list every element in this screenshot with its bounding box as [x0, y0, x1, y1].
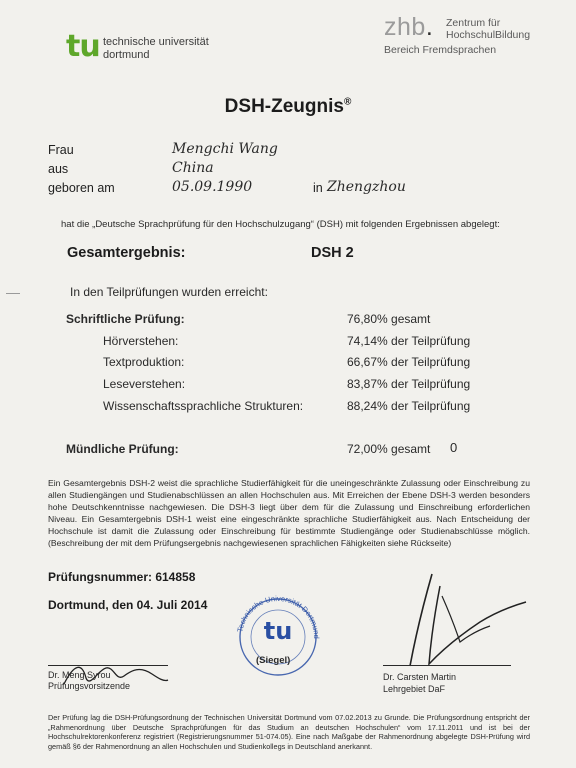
- seal-caption: (Siegel): [256, 655, 291, 666]
- seal-ring-text: Technische Universität Dortmund: [235, 593, 322, 639]
- from-label: aus: [48, 162, 69, 176]
- margin-dash: [6, 293, 20, 294]
- written-item-label: Wissenschaftssprachliche Strukturen:: [103, 399, 304, 413]
- written-item-label: Textproduktion:: [103, 355, 185, 369]
- chair-role: Prüfungsvorsitzende: [48, 681, 131, 691]
- overall-value: DSH 2: [311, 245, 354, 261]
- seal-logo: tu: [263, 617, 293, 645]
- zhb-line3: Bereich Fremdsprachen: [384, 44, 497, 56]
- person-name: Mengchi Wang: [172, 141, 278, 157]
- tu-name-line1: technische universität: [103, 36, 209, 48]
- tu-logo: tu: [66, 29, 100, 64]
- oral-mark: 0: [450, 440, 458, 455]
- written-item-label: Hörverstehen:: [103, 334, 179, 348]
- sub-intro: In den Teilprüfungen wurden erreicht:: [70, 285, 268, 299]
- written-value: 76,80% gesamt: [347, 312, 431, 326]
- overall-label: Gesamtergebnis:: [67, 245, 186, 261]
- signature-right: [380, 568, 530, 672]
- zhb-logo: zhb.: [384, 13, 434, 41]
- salutation-label: Frau: [48, 143, 74, 157]
- page-title: DSH-Zeugnis®: [224, 96, 352, 117]
- written-item-value: 83,87% der Teilprüfung: [347, 377, 471, 391]
- signature-line-right: [383, 665, 511, 666]
- written-item-label: Leseverstehen:: [103, 377, 186, 391]
- birth-date: 05.09.1990: [172, 179, 253, 195]
- in-label: in: [313, 181, 323, 195]
- country: China: [172, 160, 214, 176]
- birth-place: Zhengzhou: [327, 179, 406, 195]
- oral-value: 72,00% gesamt: [347, 442, 431, 456]
- tu-name-line2: dortmund: [103, 49, 150, 61]
- written-item-value: 88,24% der Teilprüfung: [347, 399, 471, 413]
- intro-text: hat die „Deutsche Sprachprüfung für den Hochschulzugang“ (DSH) mit folgenden Ergebnissen abgelegt:: [61, 219, 500, 230]
- zhb-line2: HochschulBildung: [446, 29, 531, 41]
- written-label: Schriftliche Prüfung:: [66, 312, 185, 326]
- registered-mark: ®: [343, 96, 352, 108]
- born-label: geboren am: [48, 181, 115, 195]
- chair-name: Dr. Meng Syrou: [48, 670, 111, 680]
- footer-legal-text: Der Prüfung lag die DSH-Prüfungsordnung der Technischen Universität Dortmund vom 07.02.2013 zu Grunde. Die Prüfungsordnung entspricht der „Rahmenordnung über Deutsche Sprachprüfungen für das Studium an deutschen Hochschulen“ vom 17.11.2011 und ist bei der Hochschulrektorenkonferenz registriert (Registrierungsnummer 51-074.05). Eine nach Maßgabe der Rahmenordnung abgelegte DSH-Prüfung wird gemäß §6 der Rahmenordnung an allen Hochschulen und Studienkollegs in Deutschland anerkannt.: [48, 713, 530, 751]
- oral-label: Mündliche Prüfung:: [66, 442, 179, 456]
- signature-line-left: [48, 665, 168, 666]
- explanation-paragraph: Ein Gesamtergebnis DSH-2 weist die sprachliche Studierfähigkeit für die uneingeschränkte Zulassung oder Einschreibung zu allen Studiengängen und Studienabschlüssen an allen Hochschulen aus. Mit Erreichen der Ebene DSH-3 werden besonders hohe Deutschkenntnisse nachgewiesen. Die DSH-3 liegt über dem für die Zulassung und Einschreibung erforderlichen Niveau. Ein Gesamtergebnis DSH-1 weist eine eingeschränkte sprachliche Studierfähigkeit aus. Nach Entscheidung der Hochschule ist damit die Zulassung oder Einschreibung für bestimmte Studiengänge oder Studienabschlüsse möglich. (Beschreibung der mit dem Prüfungsergebnis nachgewiesenen sprachlichen Fähigkeiten siehe Rückseite): [48, 478, 530, 548]
- place-date: Dortmund, den 04. Juli 2014: [48, 598, 208, 612]
- zhb-line1: Zentrum für: [446, 17, 501, 29]
- exam-number: Prüfungsnummer: 614858: [48, 570, 196, 584]
- examiner-name: Dr. Carsten Martin: [383, 672, 457, 682]
- examiner-role: Lehrgebiet DaF: [383, 684, 446, 694]
- written-item-value: 74,14% der Teilprüfung: [347, 334, 471, 348]
- written-item-value: 66,67% der Teilprüfung: [347, 355, 471, 369]
